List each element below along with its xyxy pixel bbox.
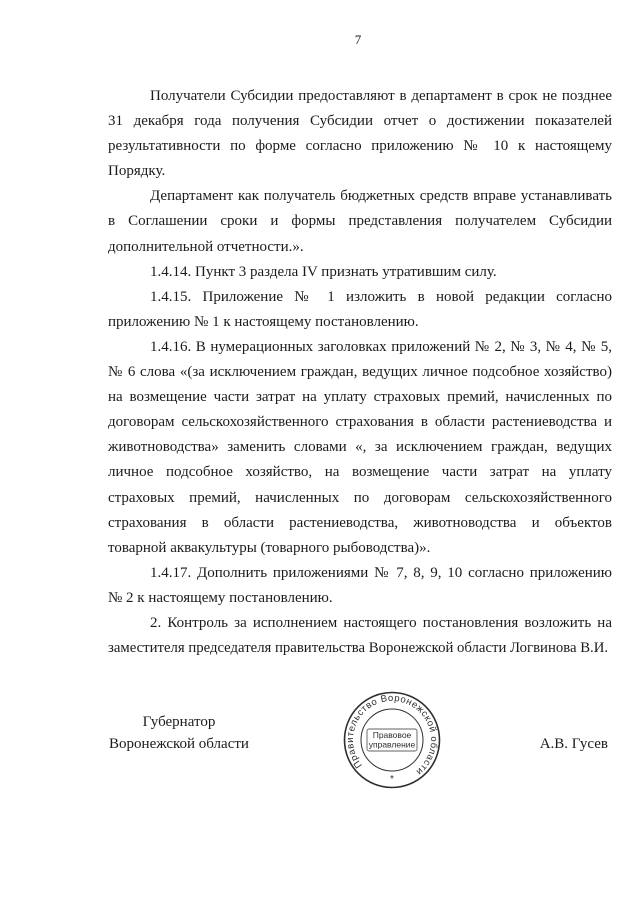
text-line: № 2 к настоящему постановлению.: [108, 589, 333, 606]
paragraph: [108, 84, 612, 184]
signatory-region: Воронежской области: [109, 736, 249, 752]
text-line: дополнительной отчетности.».: [108, 238, 304, 255]
text-line: 1.4.14. Пункт 3 раздела IV признать утратившим силу.: [150, 263, 497, 280]
text-line: результативности по форме согласно приложению № 10 к настоящему: [108, 138, 612, 155]
text-line: на возмещение части затрат на уплату страховых премий, начисленных по: [108, 389, 612, 406]
signatory-position: [100, 711, 258, 755]
text-line: 1.4.16. В нумерационных заголовках приложений № 2, № 3, № 4, № 5,: [150, 338, 612, 355]
text-line: приложению № 1 к настоящему постановлению.: [108, 313, 419, 330]
text-line: страхования в области растениеводства, животноводства и объектов: [108, 514, 612, 531]
text-line: 31 декабря года получения Субсидии отчет о достижении показателей: [108, 113, 612, 130]
page-number: 7: [354, 32, 362, 47]
text-line: Получатели Субсидии предоставляют в департамент в срок не позднее: [150, 88, 612, 104]
text-line: 1.4.17. Дополнить приложениями № 7, 8, 9, 10 согласно приложению: [150, 564, 612, 581]
stamp-star: *: [390, 774, 394, 785]
text-line: 1.4.15. Приложение № 1 изложить в новой редакции согласно: [150, 288, 612, 305]
text-line: страховых премий, начисленных по договорам сельскохозяйственного: [108, 489, 612, 506]
text-line: заместителя председателя правительства Воронежской области Логвинова В.И.: [108, 640, 609, 657]
text-line: животноводства» заменить словами «, за исключением граждан, ведущих: [108, 439, 612, 456]
paragraph: [108, 184, 612, 259]
text-line: Порядку.: [108, 163, 166, 180]
official-stamp: [342, 690, 442, 790]
paragraph: [108, 285, 612, 335]
document-body: [108, 84, 612, 661]
stamp-center-line1: Правовое: [372, 730, 412, 740]
signatory-title: Губернатор: [142, 714, 216, 730]
text-line: 2. Контроль за исполнением настоящего постановления возложить на: [150, 614, 612, 631]
text-line: товарной аквакультуры (товарного рыбоводства)».: [108, 539, 431, 556]
paragraph: [108, 561, 612, 611]
text-line: в Соглашении сроки и формы представления получателем Субсидии: [108, 213, 612, 230]
text-line: № 6 слова «(за исключением граждан, ведущих личное подсобное хозяйство): [108, 364, 612, 381]
stamp-ring-text: Правительство Воронежской области: [344, 692, 440, 778]
text-line: договорам сельскохозяйственного страхования в области растениеводства и: [108, 414, 612, 431]
text-line: личное подсобное хозяйство, на возмещение части затрат на уплату: [108, 464, 612, 481]
paragraph: [108, 611, 612, 661]
text-line: Департамент как получатель бюджетных средств вправе устанавливать: [150, 188, 612, 205]
signatory-name: А.В. Гусев: [539, 736, 608, 752]
paragraph: [108, 335, 612, 561]
stamp-center-line2: управление: [368, 739, 416, 750]
paragraph: [108, 260, 612, 285]
